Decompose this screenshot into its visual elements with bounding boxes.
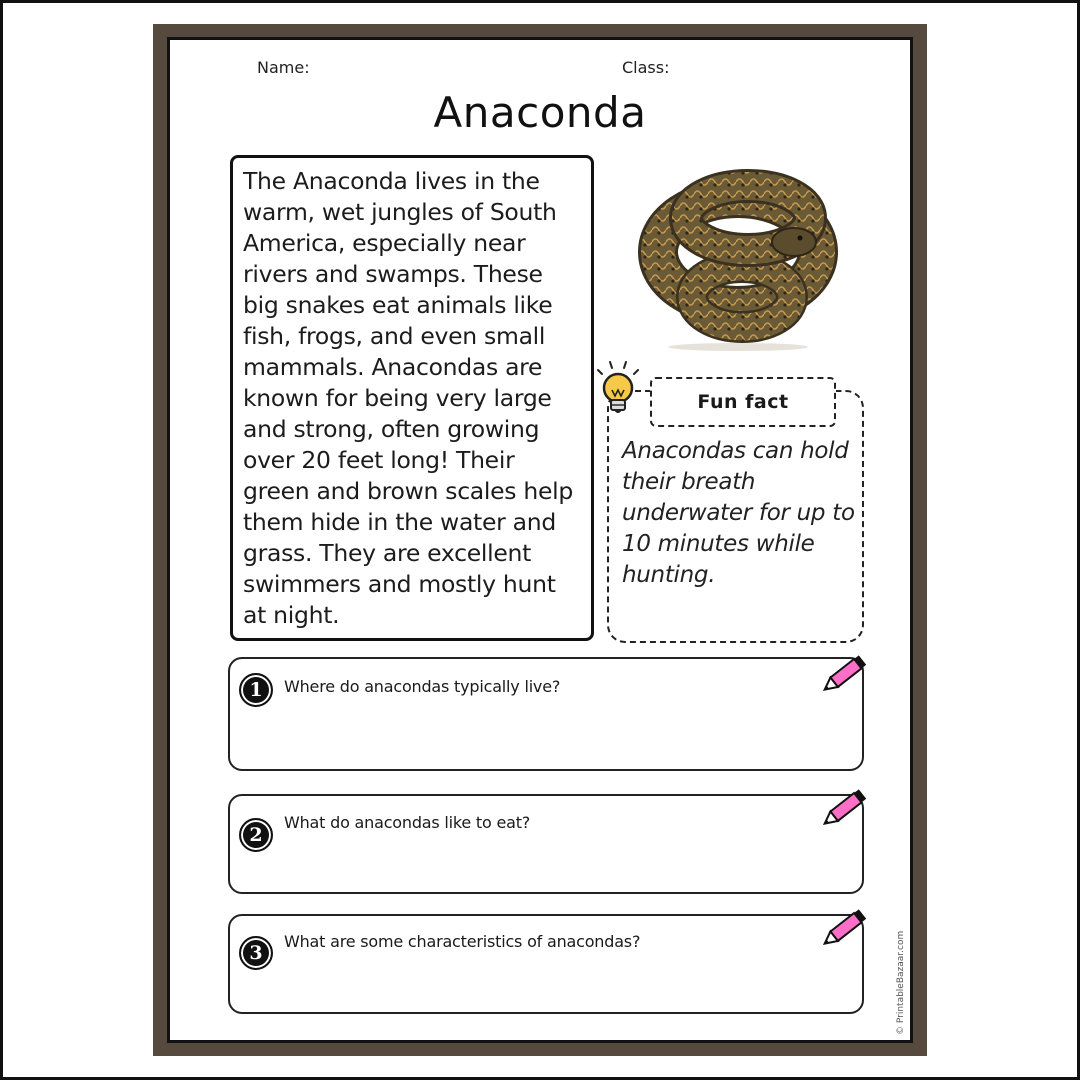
copyright-text: © PrintableBazaar.com	[896, 930, 906, 1035]
lightbulb-icon	[596, 360, 644, 422]
question-3-text: What are some characteristics of anacondas?	[284, 932, 641, 951]
class-label: Class:	[622, 58, 670, 77]
fun-fact-heading: Fun fact	[650, 377, 836, 427]
question-2-number-badge: 2	[239, 818, 273, 852]
question-1-text: Where do anacondas typically live?	[284, 677, 561, 696]
question-2-text: What do anacondas like to eat?	[284, 813, 531, 832]
question-1-answer-box[interactable]	[228, 657, 864, 771]
pencil-icon	[818, 650, 872, 700]
pencil-icon	[818, 904, 872, 954]
question-3-number-badge: 3	[239, 936, 273, 970]
fun-fact-text: Anacondas can hold their breath underwater for up to 10 minutes while hunting.	[622, 438, 855, 588]
question-1-number-badge: 1	[239, 673, 273, 707]
question-2-answer-box[interactable]	[228, 794, 864, 894]
anaconda-image	[638, 152, 838, 352]
page-title: Anaconda	[433, 88, 647, 137]
pencil-icon	[818, 784, 872, 834]
reading-passage-text: The Anaconda lives in the warm, wet jungles of South America, especially near rivers and swamps. These big snakes eat animals like fish, frogs, and even small mammals. Anacondas are known for being very large and strong, often growing over 20 feet long! Their green and brown scales help them hide in the water and grass. They are excellent swimmers and mostly hunt at night.	[243, 167, 574, 629]
name-label: Name:	[257, 58, 310, 77]
worksheet-page	[167, 37, 913, 1043]
reading-passage-box	[230, 155, 594, 641]
question-3-answer-box[interactable]	[228, 914, 864, 1014]
